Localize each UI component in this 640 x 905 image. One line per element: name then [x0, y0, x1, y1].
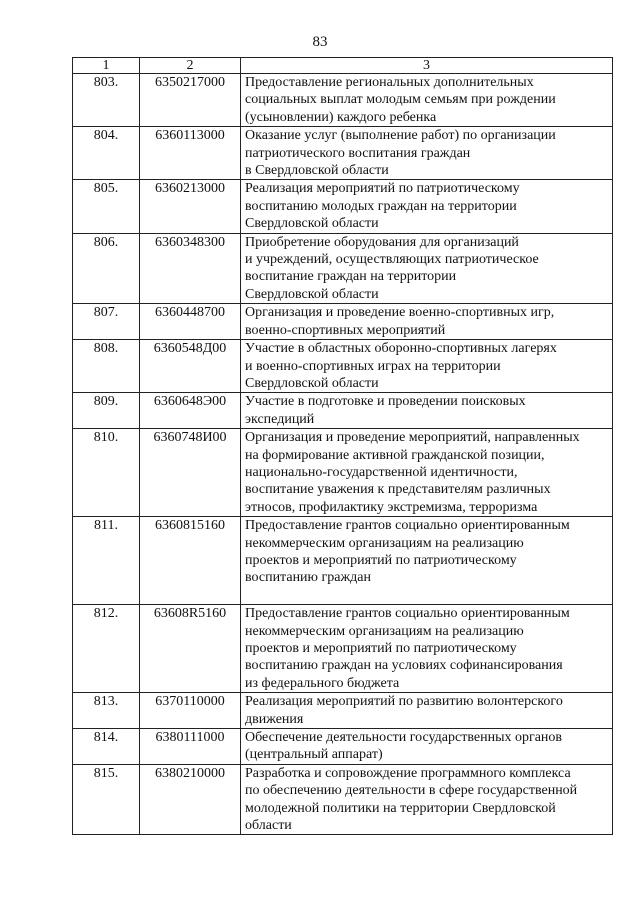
description-line: (усыновлении) каждого ребенка	[245, 109, 437, 125]
description-line: социальных выплат молодым семьям при рождении	[245, 92, 556, 108]
description-line: движения	[245, 711, 304, 727]
column-header-3: 3	[241, 58, 613, 74]
description-line: области	[245, 818, 292, 834]
row-code: 6360213000	[140, 180, 241, 233]
row-description	[241, 127, 613, 180]
description-line: молодежной политики на территории Свердловской	[245, 800, 556, 816]
row-code: 6360748И00	[140, 429, 241, 517]
row-description	[241, 304, 613, 340]
row-number: 815.	[73, 764, 140, 835]
row-number: 805.	[73, 180, 140, 233]
description-line: по обеспечению деятельности в сфере государственной	[245, 783, 578, 799]
row-code: 6360348300	[140, 233, 241, 304]
description-line: Организация и проведение военно-спортивных игр,	[245, 305, 555, 321]
row-number: 808.	[73, 340, 140, 393]
description-line: проектов и мероприятий по патриотическому	[245, 552, 517, 568]
description-line: Свердловской области	[245, 216, 379, 232]
table-row	[73, 764, 613, 835]
row-number: 812.	[73, 605, 140, 693]
row-number: 806.	[73, 233, 140, 304]
description-line: Предоставление грантов социально ориентированным	[245, 606, 570, 622]
description-line: и военно-спортивных играх на территории	[245, 358, 501, 374]
description-line: Обеспечение деятельности государственных органов	[245, 730, 563, 746]
row-description	[241, 340, 613, 393]
table-row	[73, 304, 613, 340]
description-line: национально-государственной идентичности,	[245, 464, 518, 480]
table-row	[73, 180, 613, 233]
table-row	[73, 693, 613, 729]
row-description	[241, 764, 613, 835]
description-line: Предоставление региональных дополнительных	[245, 75, 534, 90]
row-number: 807.	[73, 304, 140, 340]
description-line: этносов, профилактику экстремизма, терроризма	[245, 499, 538, 515]
description-line: Организация и проведение мероприятий, направленных	[245, 430, 580, 446]
row-number: 813.	[73, 693, 140, 729]
description-line: Участие в подготовке и проведении поисковых	[245, 394, 526, 410]
row-code: 6370110000	[140, 693, 241, 729]
row-number: 811.	[73, 517, 140, 605]
description-line: военно-спортивных мероприятий	[245, 322, 446, 338]
row-code: 6360113000	[140, 127, 241, 180]
row-number: 809.	[73, 393, 140, 429]
row-description	[241, 233, 613, 304]
description-line: некоммерческим организациям на реализацию	[245, 623, 524, 639]
table-row	[73, 233, 613, 304]
description-line: воспитание уважения к представителям различных	[245, 482, 551, 498]
row-code: 63608R5160	[140, 605, 241, 693]
description-line: Реализация мероприятий по патриотическому	[245, 181, 520, 197]
table-row	[73, 729, 613, 765]
row-code: 6350217000	[140, 74, 241, 127]
description-line: Предоставление грантов социально ориентированным	[245, 518, 570, 534]
description-line: воспитанию граждан	[245, 570, 371, 586]
description-line: воспитанию молодых граждан на территории	[245, 198, 517, 214]
row-code: 6360448700	[140, 304, 241, 340]
description-line: (центральный аппарат)	[245, 747, 383, 763]
row-code: 6360815160	[140, 517, 241, 605]
row-description	[241, 517, 613, 605]
row-number: 803.	[73, 74, 140, 127]
row-code: 6380210000	[140, 764, 241, 835]
table-row	[73, 605, 613, 693]
description-line	[245, 587, 608, 604]
description-line: Реализация мероприятий по развитию волонтерского	[245, 694, 563, 710]
row-number: 804.	[73, 127, 140, 180]
table-row	[73, 74, 613, 127]
column-header-2: 2	[140, 58, 241, 74]
row-description	[241, 605, 613, 693]
description-line: Свердловской области	[245, 286, 379, 302]
description-line: некоммерческим организациям на реализацию	[245, 535, 524, 551]
description-line: воспитанию граждан на условиях софинансирования	[245, 658, 563, 674]
row-code: 6360548Д00	[140, 340, 241, 393]
table-row	[73, 127, 613, 180]
row-code: 6360648Э00	[140, 393, 241, 429]
column-header-1: 1	[73, 58, 140, 74]
table-row	[73, 340, 613, 393]
header-row	[73, 58, 613, 74]
table-row	[73, 517, 613, 605]
table-row	[73, 393, 613, 429]
row-number: 814.	[73, 729, 140, 765]
table-row	[73, 429, 613, 517]
registry-table	[72, 57, 613, 835]
description-line: Приобретение оборудования для организаций	[245, 234, 519, 250]
description-line: проектов и мероприятий по патриотическому	[245, 641, 517, 656]
row-number: 810.	[73, 429, 140, 517]
description-line: из федерального бюджета	[245, 675, 400, 691]
description-line: в Свердловской области	[245, 163, 389, 179]
description-line: Участие в областных оборонно-спортивных лагерях	[245, 341, 557, 357]
page-number: 83	[312, 34, 328, 50]
description-line: Разработка и сопровождение программного комплекса	[245, 765, 571, 781]
table-body	[73, 74, 613, 835]
description-line: и учреждений, осуществляющих патриотическое	[245, 252, 539, 268]
row-description	[241, 393, 613, 429]
row-code: 6380111000	[140, 729, 241, 765]
row-description	[241, 429, 613, 517]
description-line: патриотического воспитания граждан	[245, 145, 471, 161]
description-line: Свердловской области	[245, 375, 379, 391]
description-line: воспитание граждан на территории	[245, 269, 457, 285]
description-line: экспедиций	[245, 411, 315, 427]
row-description	[241, 180, 613, 233]
description-line: на формирование активной гражданской позиции,	[245, 447, 545, 463]
description-line: Оказание услуг (выполнение работ) по организации	[245, 128, 556, 144]
row-description	[241, 693, 613, 729]
row-description	[241, 74, 613, 127]
row-description	[241, 729, 613, 765]
